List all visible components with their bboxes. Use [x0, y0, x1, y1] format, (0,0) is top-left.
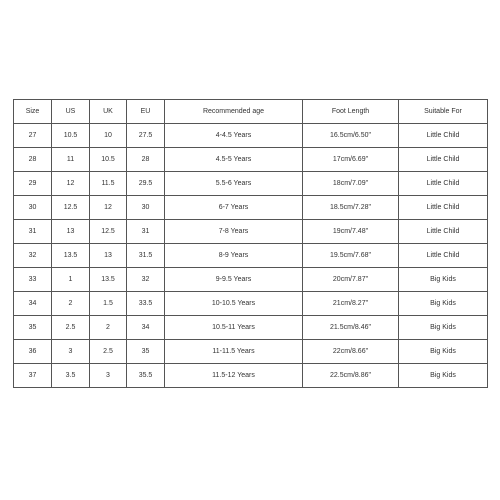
cell-recommended-age: 7-8 Years	[165, 220, 303, 244]
cell-uk: 1.5	[90, 292, 127, 316]
cell-us: 10.5	[52, 124, 90, 148]
table-row	[14, 196, 488, 220]
cell-size: 29	[14, 172, 52, 196]
cell-recommended-age: 5.5-6 Years	[165, 172, 303, 196]
table-row	[14, 316, 488, 340]
header-size: Size	[14, 100, 52, 124]
cell-recommended-age: 10-10.5 Years	[165, 292, 303, 316]
cell-recommended-age: 11-11.5 Years	[165, 340, 303, 364]
cell-eu: 33.5	[127, 292, 165, 316]
cell-suitable-for: Little Child	[399, 220, 488, 244]
cell-foot-length: 22cm/8.66"	[303, 340, 399, 364]
cell-uk: 13	[90, 244, 127, 268]
cell-eu: 30	[127, 196, 165, 220]
table-row	[14, 364, 488, 388]
cell-recommended-age: 9-9.5 Years	[165, 268, 303, 292]
table-row	[14, 172, 488, 196]
cell-foot-length: 19.5cm/7.68"	[303, 244, 399, 268]
cell-suitable-for: Big Kids	[399, 292, 488, 316]
cell-suitable-for: Big Kids	[399, 268, 488, 292]
table-row	[14, 124, 488, 148]
cell-eu: 31	[127, 220, 165, 244]
cell-size: 28	[14, 148, 52, 172]
cell-size: 31	[14, 220, 52, 244]
cell-size: 27	[14, 124, 52, 148]
cell-eu: 31.5	[127, 244, 165, 268]
cell-size: 33	[14, 268, 52, 292]
table-row	[14, 220, 488, 244]
cell-uk: 10.5	[90, 148, 127, 172]
cell-recommended-age: 8-9 Years	[165, 244, 303, 268]
cell-size: 35	[14, 316, 52, 340]
header-row	[14, 100, 488, 124]
table-row	[14, 148, 488, 172]
cell-foot-length: 17cm/6.69"	[303, 148, 399, 172]
table-row	[14, 292, 488, 316]
header-uk: UK	[90, 100, 127, 124]
cell-eu: 27.5	[127, 124, 165, 148]
cell-foot-length: 18cm/7.09"	[303, 172, 399, 196]
cell-size: 34	[14, 292, 52, 316]
cell-uk: 2.5	[90, 340, 127, 364]
cell-suitable-for: Little Child	[399, 172, 488, 196]
cell-foot-length: 22.5cm/8.86"	[303, 364, 399, 388]
cell-us: 11	[52, 148, 90, 172]
cell-foot-length: 16.5cm/6.50"	[303, 124, 399, 148]
cell-uk: 3	[90, 364, 127, 388]
cell-recommended-age: 11.5-12 Years	[165, 364, 303, 388]
cell-recommended-age: 4.5-5 Years	[165, 148, 303, 172]
cell-uk: 11.5	[90, 172, 127, 196]
cell-size: 30	[14, 196, 52, 220]
cell-eu: 28	[127, 148, 165, 172]
cell-eu: 32	[127, 268, 165, 292]
cell-eu: 29.5	[127, 172, 165, 196]
cell-us: 13.5	[52, 244, 90, 268]
table-row	[14, 268, 488, 292]
cell-eu: 35.5	[127, 364, 165, 388]
cell-us: 12	[52, 172, 90, 196]
cell-us: 3	[52, 340, 90, 364]
cell-uk: 2	[90, 316, 127, 340]
cell-suitable-for: Little Child	[399, 124, 488, 148]
cell-us: 3.5	[52, 364, 90, 388]
cell-uk: 13.5	[90, 268, 127, 292]
cell-us: 2	[52, 292, 90, 316]
header-eu: EU	[127, 100, 165, 124]
header-us: US	[52, 100, 90, 124]
cell-size: 36	[14, 340, 52, 364]
table-row	[14, 244, 488, 268]
cell-foot-length: 21.5cm/8.46"	[303, 316, 399, 340]
header-suitable-for: Suitable For	[399, 100, 488, 124]
table-row	[14, 340, 488, 364]
cell-suitable-for: Big Kids	[399, 340, 488, 364]
cell-foot-length: 20cm/7.87"	[303, 268, 399, 292]
cell-foot-length: 19cm/7.48"	[303, 220, 399, 244]
cell-us: 2.5	[52, 316, 90, 340]
header-foot-length: Foot Length	[303, 100, 399, 124]
cell-uk: 10	[90, 124, 127, 148]
cell-uk: 12.5	[90, 220, 127, 244]
cell-recommended-age: 6-7 Years	[165, 196, 303, 220]
cell-foot-length: 18.5cm/7.28"	[303, 196, 399, 220]
header-recommended-age: Recommended age	[165, 100, 303, 124]
cell-suitable-for: Big Kids	[399, 316, 488, 340]
size-chart-table	[13, 99, 488, 388]
cell-size: 32	[14, 244, 52, 268]
cell-suitable-for: Little Child	[399, 148, 488, 172]
cell-suitable-for: Little Child	[399, 244, 488, 268]
cell-us: 12.5	[52, 196, 90, 220]
cell-recommended-age: 4-4.5 Years	[165, 124, 303, 148]
cell-uk: 12	[90, 196, 127, 220]
cell-size: 37	[14, 364, 52, 388]
cell-eu: 34	[127, 316, 165, 340]
cell-suitable-for: Little Child	[399, 196, 488, 220]
cell-us: 1	[52, 268, 90, 292]
cell-eu: 35	[127, 340, 165, 364]
cell-foot-length: 21cm/8.27"	[303, 292, 399, 316]
cell-suitable-for: Big Kids	[399, 364, 488, 388]
cell-us: 13	[52, 220, 90, 244]
cell-recommended-age: 10.5-11 Years	[165, 316, 303, 340]
